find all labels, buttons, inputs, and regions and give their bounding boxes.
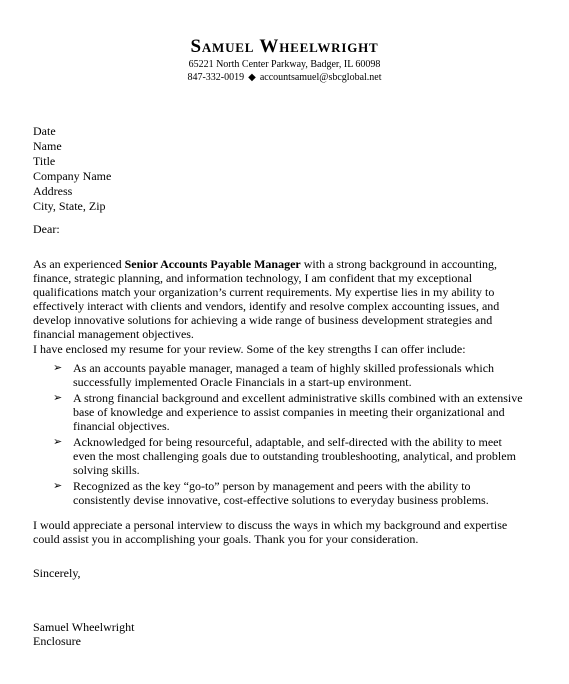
enclosure-note: Enclosure	[33, 634, 81, 648]
sender-contact	[0, 72, 569, 84]
recipient-date: Date	[33, 124, 56, 138]
diamond-separator-icon: ◆	[248, 72, 256, 83]
sender-email: accountsamuel@sbcglobal.net	[259, 72, 382, 83]
intro-lead: As an experienced	[33, 257, 125, 271]
list-item-text: A strong financial background and excellent administrative skills combined with an extensive base of knowledge and experience to assist companies in meeting their organizational and financial objectives.	[73, 391, 523, 433]
closing-paragraph: I would appreciate a personal interview to discuss the ways in which my background and expertise could assist you in accomplishing your goals. Thank you for your consideration.	[33, 518, 508, 546]
arrow-bullet-icon: ➢	[53, 479, 63, 492]
signature-name: Samuel Wheelwright	[33, 620, 135, 634]
arrow-bullet-icon: ➢	[53, 361, 63, 374]
recipient-city-state-zip: City, State, Zip	[33, 199, 106, 213]
arrow-bullet-icon: ➢	[53, 391, 63, 404]
recipient-company: Company Name	[33, 169, 112, 183]
list-item	[53, 361, 523, 389]
sender-name: Samuel Wheelwright	[190, 36, 379, 57]
list-item-text: Recognized as the key “go-to” person by management and peers with the ability to consistently devise innovative, cost-effective solutions to everyday business problems.	[73, 479, 489, 507]
list-item	[53, 479, 523, 507]
recipient-block	[33, 124, 533, 214]
sender-address: 65221 North Center Parkway, Badger, IL 60098	[188, 59, 381, 70]
strengths-intro: I have enclosed my resume for your review. Some of the key strengths I can offer include:	[33, 342, 466, 356]
list-item	[53, 435, 523, 477]
recipient-address: Address	[33, 184, 73, 198]
list-item-text: Acknowledged for being resourceful, adaptable, and self-directed with the ability to meet even the most challenging goals due to outstanding troubleshooting, analytical, and problem solving skills.	[73, 435, 516, 477]
arrow-bullet-icon: ➢	[53, 435, 63, 448]
intro-paragraph	[33, 257, 533, 341]
list-item	[53, 391, 523, 433]
closing-salutation: Sincerely,	[33, 566, 81, 580]
sender-phone: 847-332-0019	[187, 72, 245, 83]
intro-job-title: Senior Accounts Payable Manager	[124, 257, 301, 271]
salutation: Dear:	[33, 222, 60, 236]
recipient-title: Title	[33, 154, 56, 168]
strengths-list	[53, 361, 523, 509]
list-item-text: As an accounts payable manager, managed a team of highly skilled professionals which successfully implemented Oracle Financials in a start-up environment.	[73, 361, 495, 389]
recipient-name: Name	[33, 139, 62, 153]
intro-rest: with a strong background in accounting, finance, strategic planning, and information technology, I am confident that my exceptional qualifications match your organization’s current requirements. My expertise lies in my ability to effectively interact with clients and vendors, identify and resolve complex accounting issues, and develop innovative solutions for achieving a wide range of business development strategies and financial management objectives.	[33, 257, 500, 341]
